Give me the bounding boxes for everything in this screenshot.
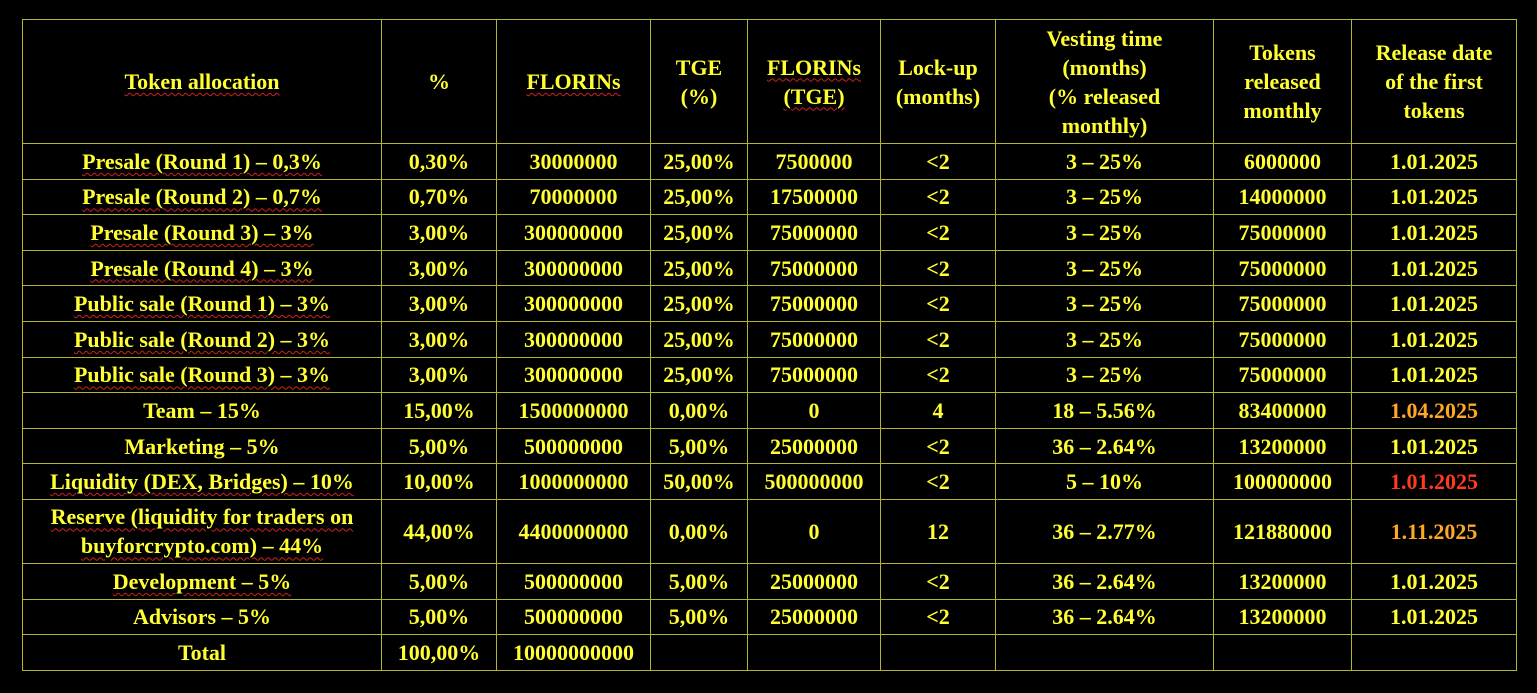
cell-vesting: 3 – 25%	[996, 321, 1214, 357]
cell-percent: 0,30%	[382, 144, 497, 180]
total-empty-cell	[996, 635, 1214, 671]
cell-percent: 15,00%	[382, 393, 497, 429]
cell-lockup: 12	[881, 499, 996, 563]
cell-florins: 500000000	[497, 428, 651, 464]
total-percent: 100,00%	[382, 635, 497, 671]
cell-percent: 3,00%	[382, 215, 497, 251]
table-row	[23, 428, 1517, 464]
cell-allocation: Reserve (liquidity for traders on buyforcrypto.com) – 44%	[23, 499, 382, 563]
table-row	[23, 564, 1517, 600]
cell-lockup: <2	[881, 215, 996, 251]
header-florins-tge: FLORINs (TGE)	[748, 20, 881, 144]
header-lockup: Lock-up (months)	[881, 20, 996, 144]
total-empty-cell	[881, 635, 996, 671]
cell-tge-percent: 25,00%	[651, 321, 748, 357]
cell-florins-tge: 25000000	[748, 599, 881, 635]
header-percent: %	[382, 20, 497, 144]
cell-percent: 5,00%	[382, 599, 497, 635]
cell-florins-tge: 75000000	[748, 286, 881, 322]
cell-tokens-monthly: 13200000	[1214, 428, 1352, 464]
cell-tge-percent: 25,00%	[651, 215, 748, 251]
cell-release-date: 1.01.2025	[1352, 179, 1517, 215]
cell-percent: 5,00%	[382, 428, 497, 464]
cell-florins: 500000000	[497, 599, 651, 635]
cell-release-date: 1.01.2025	[1352, 428, 1517, 464]
cell-florins-tge: 17500000	[748, 179, 881, 215]
cell-florins-tge: 7500000	[748, 144, 881, 180]
cell-tokens-monthly: 14000000	[1214, 179, 1352, 215]
cell-percent: 44,00%	[382, 499, 497, 563]
total-empty-cell	[651, 635, 748, 671]
table-row	[23, 464, 1517, 500]
cell-percent: 3,00%	[382, 250, 497, 286]
cell-florins: 4400000000	[497, 499, 651, 563]
cell-florins-tge: 75000000	[748, 357, 881, 393]
cell-florins: 300000000	[497, 321, 651, 357]
table-row	[23, 321, 1517, 357]
cell-allocation: Presale (Round 1) – 0,3%	[23, 144, 382, 180]
cell-lockup: <2	[881, 599, 996, 635]
header-release-date: Release date of the first tokens	[1352, 20, 1517, 144]
cell-florins: 1500000000	[497, 393, 651, 429]
cell-tokens-monthly: 13200000	[1214, 599, 1352, 635]
cell-allocation: Presale (Round 4) – 3%	[23, 250, 382, 286]
total-empty-cell	[748, 635, 881, 671]
table-row	[23, 286, 1517, 322]
cell-release-date: 1.11.2025	[1352, 499, 1517, 563]
cell-florins-tge: 75000000	[748, 321, 881, 357]
cell-florins-tge: 75000000	[748, 215, 881, 251]
cell-release-date: 1.01.2025	[1352, 321, 1517, 357]
token-allocation-sheet	[22, 19, 1516, 671]
cell-florins-tge: 0	[748, 393, 881, 429]
cell-tokens-monthly: 6000000	[1214, 144, 1352, 180]
cell-percent: 3,00%	[382, 357, 497, 393]
table-row	[23, 599, 1517, 635]
cell-allocation: Development – 5%	[23, 564, 382, 600]
cell-percent: 0,70%	[382, 179, 497, 215]
cell-tokens-monthly: 75000000	[1214, 215, 1352, 251]
table-row	[23, 144, 1517, 180]
cell-vesting: 5 – 10%	[996, 464, 1214, 500]
total-empty-cell	[1352, 635, 1517, 671]
cell-lockup: <2	[881, 179, 996, 215]
cell-vesting: 36 – 2.64%	[996, 599, 1214, 635]
cell-tge-percent: 25,00%	[651, 357, 748, 393]
cell-florins-tge: 25000000	[748, 564, 881, 600]
cell-tge-percent: 5,00%	[651, 428, 748, 464]
table-row	[23, 179, 1517, 215]
cell-release-date: 1.01.2025	[1352, 250, 1517, 286]
total-florins: 10000000000	[497, 635, 651, 671]
cell-vesting: 36 – 2.64%	[996, 428, 1214, 464]
cell-tokens-monthly: 83400000	[1214, 393, 1352, 429]
cell-release-date: 1.01.2025	[1352, 215, 1517, 251]
cell-allocation: Presale (Round 3) – 3%	[23, 215, 382, 251]
cell-florins: 30000000	[497, 144, 651, 180]
table-row	[23, 393, 1517, 429]
cell-florins-tge: 0	[748, 499, 881, 563]
cell-vesting: 36 – 2.64%	[996, 564, 1214, 600]
cell-lockup: <2	[881, 564, 996, 600]
cell-lockup: <2	[881, 321, 996, 357]
table-row	[23, 250, 1517, 286]
header-tge-percent: TGE (%)	[651, 20, 748, 144]
total-empty-cell	[1214, 635, 1352, 671]
cell-percent: 3,00%	[382, 286, 497, 322]
cell-lockup: 4	[881, 393, 996, 429]
cell-percent: 10,00%	[382, 464, 497, 500]
table-row	[23, 357, 1517, 393]
token-allocation-table	[22, 19, 1517, 671]
cell-tokens-monthly: 75000000	[1214, 250, 1352, 286]
cell-allocation: Liquidity (DEX, Bridges) – 10%	[23, 464, 382, 500]
cell-tge-percent: 5,00%	[651, 564, 748, 600]
cell-florins: 300000000	[497, 286, 651, 322]
cell-tokens-monthly: 75000000	[1214, 321, 1352, 357]
cell-tokens-monthly: 13200000	[1214, 564, 1352, 600]
cell-florins: 70000000	[497, 179, 651, 215]
table-row	[23, 215, 1517, 251]
cell-lockup: <2	[881, 144, 996, 180]
cell-release-date: 1.01.2025	[1352, 357, 1517, 393]
cell-florins-tge: 75000000	[748, 250, 881, 286]
cell-percent: 5,00%	[382, 564, 497, 600]
cell-vesting: 3 – 25%	[996, 179, 1214, 215]
cell-release-date: 1.01.2025	[1352, 144, 1517, 180]
header-row	[23, 20, 1517, 144]
cell-allocation: Marketing – 5%	[23, 428, 382, 464]
cell-release-date: 1.01.2025	[1352, 564, 1517, 600]
cell-tokens-monthly: 75000000	[1214, 357, 1352, 393]
cell-tge-percent: 25,00%	[651, 286, 748, 322]
cell-allocation: Public sale (Round 1) – 3%	[23, 286, 382, 322]
cell-tokens-monthly: 100000000	[1214, 464, 1352, 500]
cell-release-date: 1.01.2025	[1352, 286, 1517, 322]
cell-vesting: 3 – 25%	[996, 215, 1214, 251]
cell-lockup: <2	[881, 250, 996, 286]
cell-tge-percent: 50,00%	[651, 464, 748, 500]
cell-vesting: 3 – 25%	[996, 286, 1214, 322]
table-row	[23, 499, 1517, 563]
cell-tge-percent: 25,00%	[651, 144, 748, 180]
cell-florins: 500000000	[497, 564, 651, 600]
cell-tge-percent: 25,00%	[651, 179, 748, 215]
cell-florins: 300000000	[497, 215, 651, 251]
cell-florins: 1000000000	[497, 464, 651, 500]
cell-tokens-monthly: 75000000	[1214, 286, 1352, 322]
cell-lockup: <2	[881, 464, 996, 500]
cell-florins-tge: 500000000	[748, 464, 881, 500]
cell-tge-percent: 0,00%	[651, 499, 748, 563]
header-florins: FLORINs	[497, 20, 651, 144]
cell-vesting: 3 – 25%	[996, 357, 1214, 393]
cell-tge-percent: 5,00%	[651, 599, 748, 635]
cell-percent: 3,00%	[382, 321, 497, 357]
cell-vesting: 18 – 5.56%	[996, 393, 1214, 429]
cell-florins: 300000000	[497, 250, 651, 286]
cell-florins: 300000000	[497, 357, 651, 393]
cell-tge-percent: 0,00%	[651, 393, 748, 429]
cell-tokens-monthly: 121880000	[1214, 499, 1352, 563]
cell-release-date: 1.01.2025	[1352, 599, 1517, 635]
cell-allocation: Presale (Round 2) – 0,7%	[23, 179, 382, 215]
cell-allocation: Advisors – 5%	[23, 599, 382, 635]
cell-release-date: 1.01.2025	[1352, 464, 1517, 500]
cell-allocation: Public sale (Round 3) – 3%	[23, 357, 382, 393]
cell-vesting: 3 – 25%	[996, 250, 1214, 286]
header-token-allocation: Token allocation	[23, 20, 382, 144]
cell-allocation: Public sale (Round 2) – 3%	[23, 321, 382, 357]
cell-allocation: Team – 15%	[23, 393, 382, 429]
cell-florins-tge: 25000000	[748, 428, 881, 464]
cell-lockup: <2	[881, 357, 996, 393]
total-row	[23, 635, 1517, 671]
cell-vesting: 3 – 25%	[996, 144, 1214, 180]
cell-tge-percent: 25,00%	[651, 250, 748, 286]
total-label: Total	[23, 635, 382, 671]
cell-lockup: <2	[881, 286, 996, 322]
header-vesting-time: Vesting time (months) (% released monthly)	[996, 20, 1214, 144]
header-tokens-released-monthly: Tokens released monthly	[1214, 20, 1352, 144]
cell-release-date: 1.04.2025	[1352, 393, 1517, 429]
cell-lockup: <2	[881, 428, 996, 464]
cell-vesting: 36 – 2.77%	[996, 499, 1214, 563]
